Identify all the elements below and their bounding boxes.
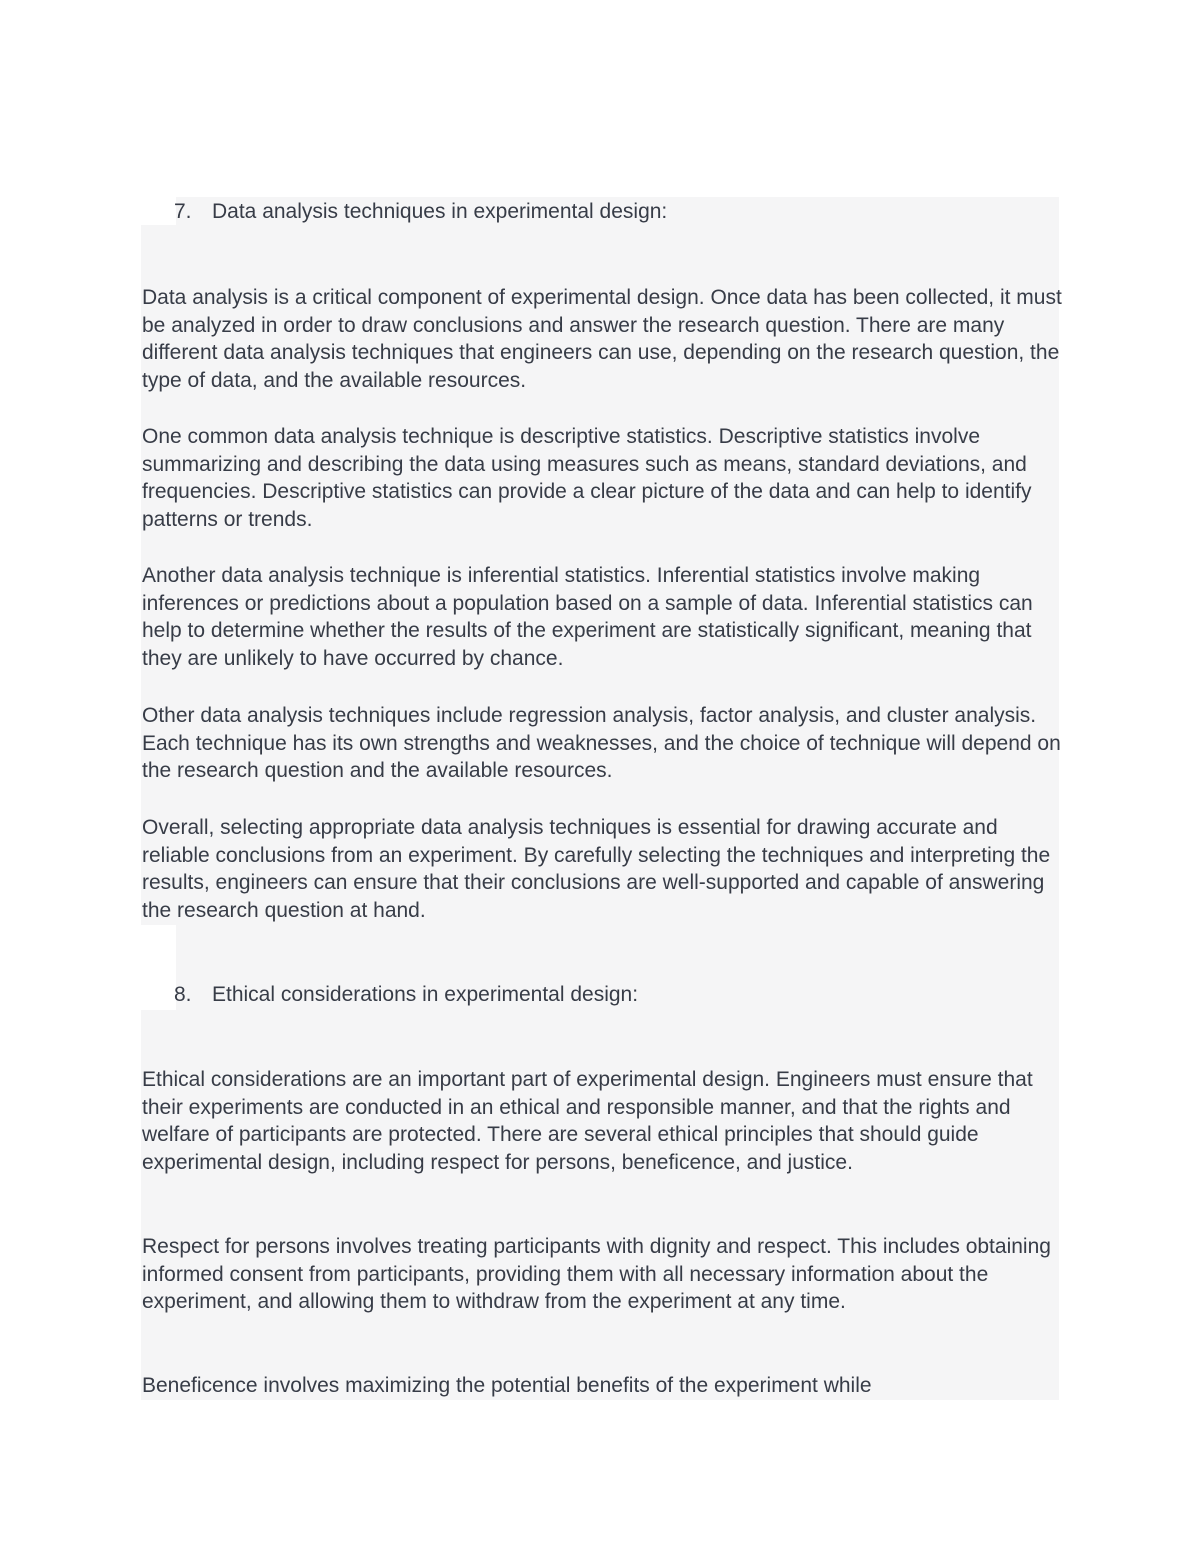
section-heading-8 bbox=[174, 981, 638, 1009]
section-heading-7 bbox=[174, 198, 667, 226]
paragraph: Ethical considerations are an important part of experimental design. Engineers must ensure that their experiments are conducted in an ethical and responsible manner, and that the rights and welfare of participants are protected. There are several ethical principles that should guide experimental design, including respect for persons, beneficence, and justice. bbox=[142, 1068, 1033, 1174]
paragraph: Other data analysis techniques include regression analysis, factor analysis, and cluster analysis. Each technique has its own strengths and weaknesses, and the choice of technique will depend on the research question and the available resources. bbox=[142, 704, 1061, 783]
list-number: 8. bbox=[174, 983, 192, 1006]
list-number: 7. bbox=[174, 200, 192, 223]
paragraph: Beneficence involves maximizing the potential benefits of the experiment while bbox=[142, 1374, 872, 1397]
paragraph: Another data analysis technique is inferential statistics. Inferential statistics involve making inferences or predictions about a population based on a sample of data. Inferential statistics can help to determine whether the results of the experiment are statistically significant, meaning that they are unlikely to have occurred by chance. bbox=[142, 564, 1033, 670]
paragraph: Overall, selecting appropriate data analysis techniques is essential for drawing accurate and reliable conclusions from an experiment. By carefully selecting the techniques and interpreting the results, engineers can ensure that their conclusions are well-supported and capable of answering the research question at hand. bbox=[142, 816, 1051, 922]
paragraph: Respect for persons involves treating participants with dignity and respect. This includes obtaining informed consent from participants, providing them with all necessary information about the experiment, and allowing them to withdraw from the experiment at any time. bbox=[142, 1235, 1051, 1314]
paragraph: One common data analysis technique is descriptive statistics. Descriptive statistics involve summarizing and describing the data using measures such as means, standard deviations, and frequencies. Descriptive statistics can provide a clear picture of the data and can help to identify patterns or trends. bbox=[142, 425, 1032, 531]
paragraph: Data analysis is a critical component of experimental design. Once data has been collected, it must be analyzed in order to draw conclusions and answer the research question. There are many different data analysis techniques that engineers can use, depending on the research question, the type of data, and the available resources. bbox=[142, 286, 1062, 392]
heading-text: Data analysis techniques in experimental design: bbox=[212, 200, 668, 223]
heading-text: Ethical considerations in experimental design: bbox=[212, 983, 639, 1006]
